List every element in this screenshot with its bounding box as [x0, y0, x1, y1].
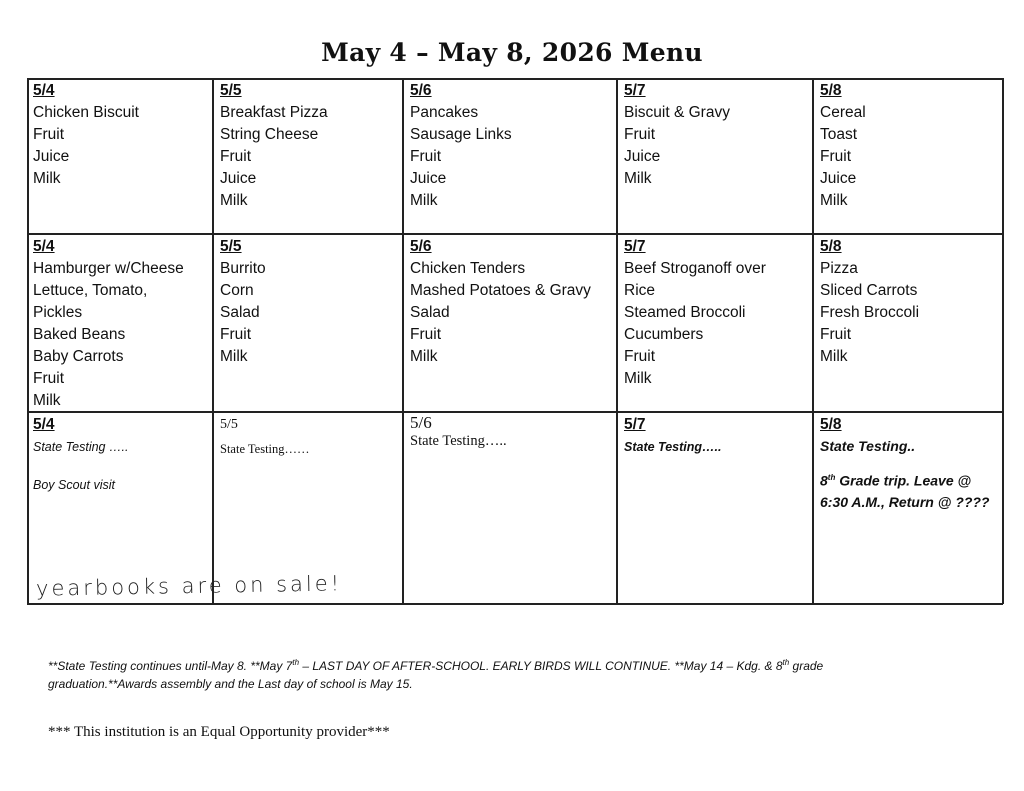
- note-text: Boy Scout visit: [33, 478, 115, 492]
- lunch-cell-mon: [33, 236, 184, 412]
- menu-item: Juice: [624, 148, 661, 165]
- menu-item: Sausage Links: [410, 126, 512, 143]
- menu-item: Juice: [820, 170, 857, 187]
- menu-item: Corn: [220, 282, 254, 299]
- menu-item: Pizza: [820, 260, 858, 277]
- cell-date: 5/5: [220, 417, 238, 432]
- menu-item: Pickles: [33, 304, 83, 321]
- note-text: 8th Grade trip. Leave @: [820, 472, 972, 489]
- menu-item: String Cheese: [220, 126, 319, 143]
- menu-table: [27, 78, 1003, 604]
- table-border-left: [27, 78, 29, 604]
- menu-item: Milk: [410, 192, 438, 209]
- breakfast-cell-mon: [33, 80, 139, 190]
- notes-cell-fri: [820, 414, 989, 513]
- cell-date: 5/8: [820, 416, 842, 433]
- cell-date: 5/5: [220, 238, 242, 255]
- cell-date: 5/7: [624, 82, 646, 99]
- page-title: May 4 – May 8, 2026 Menu: [321, 38, 703, 67]
- menu-item: Milk: [820, 348, 848, 365]
- menu-item: Fruit: [820, 326, 851, 343]
- menu-item: Juice: [410, 170, 447, 187]
- cell-date: 5/8: [820, 238, 842, 255]
- note-text: State Testing…..: [410, 433, 507, 449]
- cell-date: 5/6: [410, 82, 432, 99]
- cell-date: 5/6: [410, 238, 432, 255]
- menu-item: Rice: [624, 282, 656, 299]
- cell-date: 5/5: [220, 82, 242, 99]
- row-divider: [27, 233, 1003, 235]
- menu-item: Cereal: [820, 104, 866, 121]
- menu-item: Milk: [624, 170, 652, 187]
- menu-item: Salad: [410, 304, 450, 321]
- cell-date: 5/4: [33, 416, 55, 433]
- menu-item: Toast: [820, 126, 858, 143]
- cell-date: 5/7: [624, 238, 646, 255]
- lunch-cell-thu: [624, 236, 766, 390]
- menu-item: Fruit: [220, 148, 251, 165]
- breakfast-cell-fri: [820, 80, 866, 212]
- menu-item: Beef Stroganoff over: [624, 260, 766, 277]
- breakfast-cell-tue: [220, 80, 328, 212]
- note-text: State Testing..: [820, 438, 916, 454]
- menu-item: Fruit: [33, 370, 64, 387]
- menu-item: Hamburger w/Cheese: [33, 260, 184, 277]
- menu-item: Milk: [220, 192, 248, 209]
- lunch-cell-wed: [410, 236, 591, 368]
- menu-item: Burrito: [220, 260, 266, 277]
- menu-item: Salad: [220, 304, 260, 321]
- menu-item: Sliced Carrots: [820, 282, 918, 299]
- menu-item: Fruit: [220, 326, 251, 343]
- notes-cell-wed: [410, 414, 507, 450]
- footnote: **State Testing continues until-May 8. **May 7th – LAST DAY OF AFTER-SCHOOL. EARLY BIRDS WILL CONTINUE. **May 14 – Kdg. & 8th grade graduation.**Awards assembly and the Last day of school is May 15.: [48, 658, 824, 691]
- menu-item: Lettuce, Tomato,: [33, 282, 148, 299]
- cell-date: 5/8: [820, 82, 842, 99]
- menu-item: Milk: [624, 370, 652, 387]
- notes-cell-mon: [33, 414, 128, 496]
- menu-item: Fruit: [624, 126, 655, 143]
- table-border-right: [1002, 78, 1004, 604]
- cell-date: 5/4: [33, 238, 55, 255]
- menu-item: Milk: [220, 348, 248, 365]
- notes-cell-tue: [220, 414, 310, 460]
- cell-date: 5/4: [33, 82, 55, 99]
- menu-item: Biscuit & Gravy: [624, 104, 730, 121]
- menu-item: Chicken Tenders: [410, 260, 526, 277]
- breakfast-cell-thu: [624, 80, 730, 190]
- note-text: State Testing……: [220, 442, 310, 456]
- menu-item: Fruit: [820, 148, 851, 165]
- column-divider: [616, 78, 618, 604]
- note-text: State Testing …..: [33, 440, 129, 454]
- menu-item: Milk: [820, 192, 848, 209]
- menu-item: Fruit: [410, 326, 441, 343]
- menu-item: Juice: [220, 170, 257, 187]
- menu-item: Breakfast Pizza: [220, 104, 328, 121]
- menu-item: Baked Beans: [33, 326, 126, 343]
- menu-item: Pancakes: [410, 104, 479, 121]
- handwritten-note: yearbooks are on sale!: [35, 571, 343, 601]
- menu-item: Milk: [33, 392, 61, 409]
- column-divider: [402, 78, 404, 604]
- notes-cell-thu: [624, 414, 721, 458]
- menu-item: Fruit: [624, 348, 655, 365]
- menu-item: Fruit: [410, 148, 441, 165]
- column-divider: [812, 78, 814, 604]
- menu-item: Cucumbers: [624, 326, 704, 343]
- menu-item: Steamed Broccoli: [624, 304, 746, 321]
- equal-opportunity-statement: *** This institution is an Equal Opportunity provider***: [48, 724, 390, 740]
- lunch-cell-tue: [220, 236, 266, 368]
- breakfast-cell-wed: [410, 80, 512, 212]
- menu-item: Baby Carrots: [33, 348, 124, 365]
- table-border-bottom: [27, 603, 1003, 605]
- menu-item: Milk: [410, 348, 438, 365]
- menu-item: Milk: [33, 170, 61, 187]
- menu-item: Fruit: [33, 126, 64, 143]
- menu-item: Juice: [33, 148, 70, 165]
- column-divider: [212, 78, 214, 604]
- cell-date: 5/6: [410, 413, 432, 432]
- menu-item: Mashed Potatoes & Gravy: [410, 282, 591, 299]
- cell-date: 5/7: [624, 416, 646, 433]
- menu-item: Fresh Broccoli: [820, 304, 920, 321]
- lunch-cell-fri: [820, 236, 919, 368]
- menu-item: Chicken Biscuit: [33, 104, 139, 121]
- note-text: State Testing…..: [624, 440, 722, 454]
- note-text: 6:30 A.M., Return @ ????: [820, 493, 990, 510]
